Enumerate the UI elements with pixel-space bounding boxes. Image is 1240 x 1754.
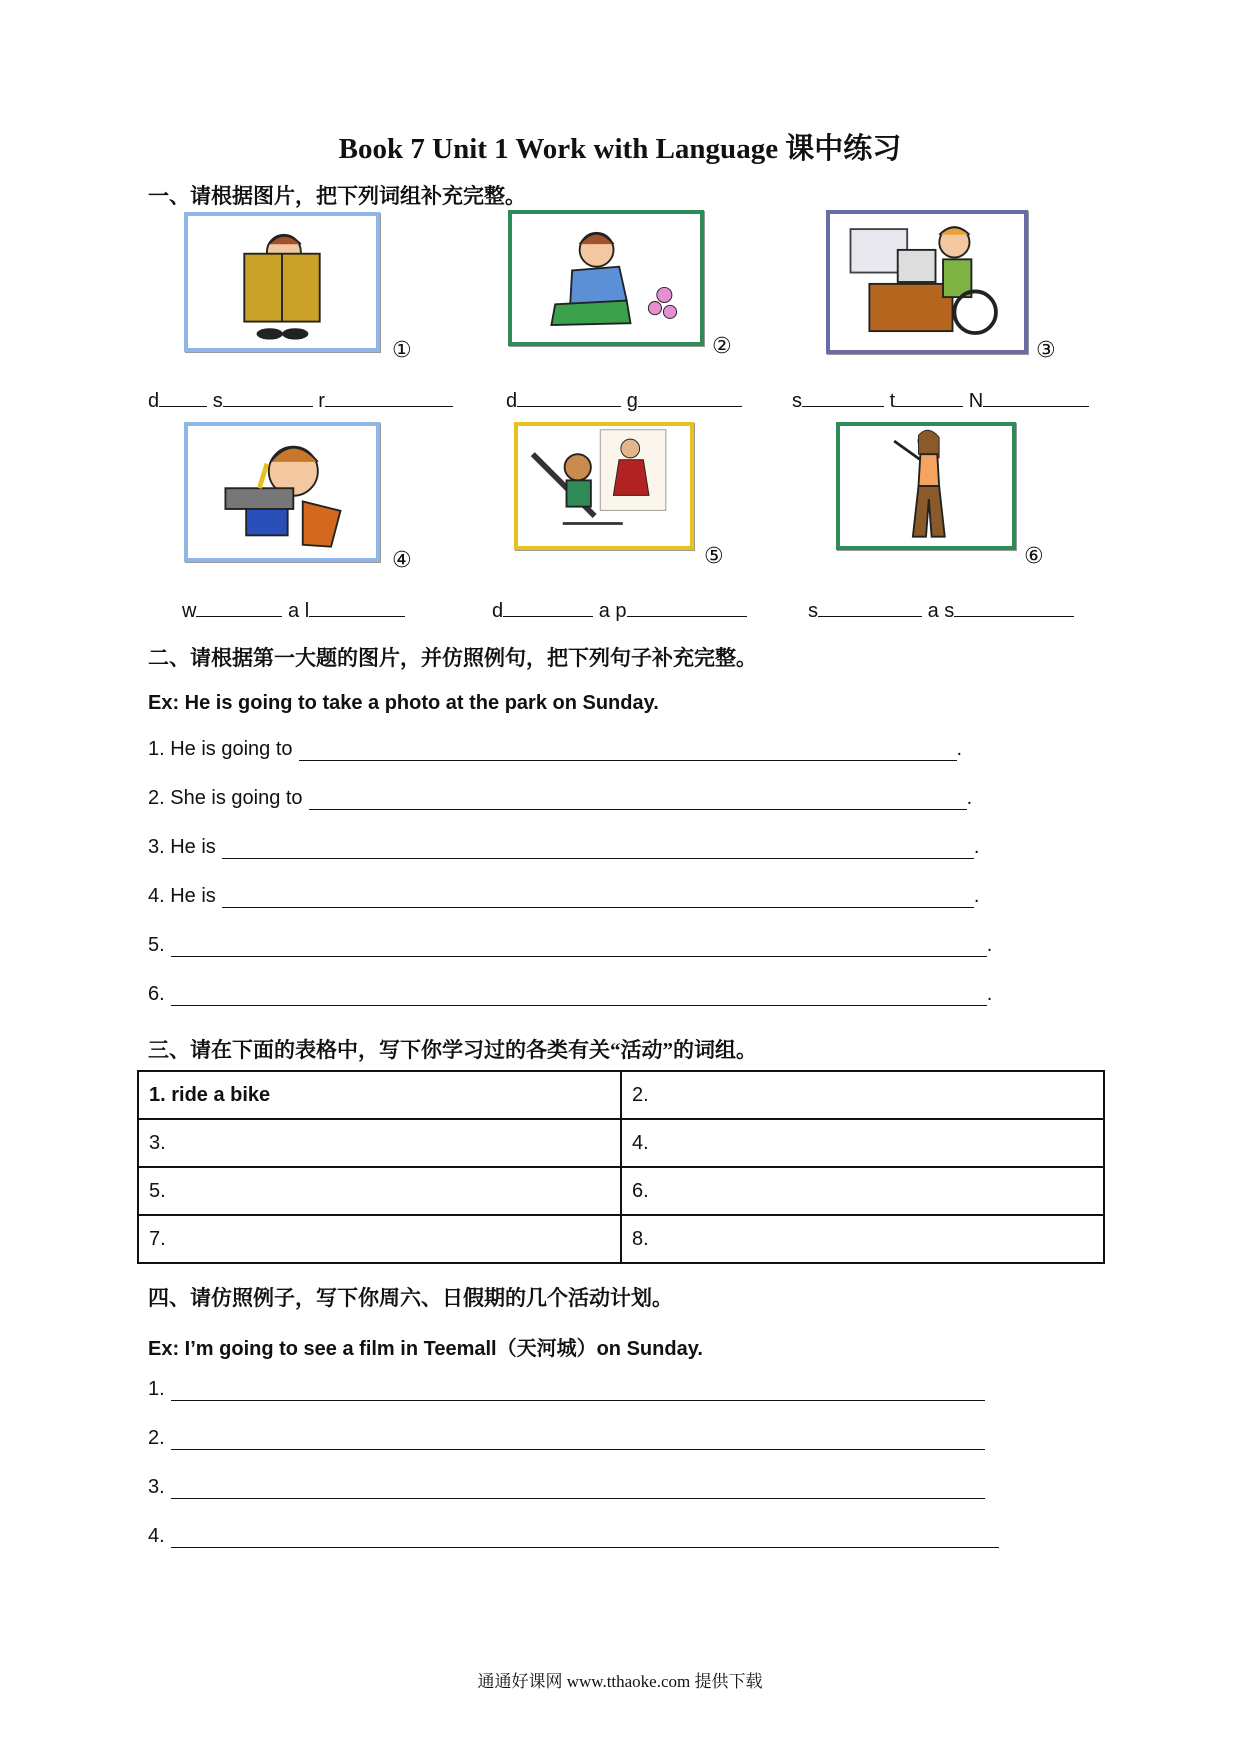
picture-number: ① xyxy=(392,338,412,363)
blank-line[interactable] xyxy=(503,596,593,617)
table-cell[interactable]: 5. xyxy=(138,1167,621,1215)
blank-line[interactable] xyxy=(638,386,742,407)
picture-2 xyxy=(508,210,704,346)
answer-line[interactable] xyxy=(171,934,987,957)
section2-heading: 二、请根据第一大题的图片，并仿照例句，把下列句子补充完整。 xyxy=(148,646,757,670)
plan-line-2: 2. xyxy=(148,1427,985,1450)
section2-example: Ex: He is going to take a photo at the park on Sunday. xyxy=(148,692,659,714)
gardening-woman-icon xyxy=(512,214,700,342)
section4-heading: 四、请仿照例子，写下你周六、日假期的几个活动计划。 xyxy=(148,1286,673,1310)
sentence-line-1: 1. He is going to . xyxy=(148,738,963,760)
word-blank-4: w a l xyxy=(182,596,405,623)
drawing-man-icon xyxy=(518,426,690,546)
sentence-line-6: 6. . xyxy=(148,983,993,1005)
table-cell[interactable]: 2. xyxy=(621,1071,1104,1119)
table-row xyxy=(138,1071,1104,1119)
picture-3 xyxy=(826,210,1028,354)
table-row xyxy=(138,1215,1104,1263)
answer-line[interactable] xyxy=(299,738,957,761)
picture-5 xyxy=(514,422,694,550)
footer: 通通好课网 www.tthaoke.com 提供下载 xyxy=(477,1672,763,1691)
plan-line-4: 4. xyxy=(148,1525,999,1548)
picture-number: ⑥ xyxy=(1024,544,1044,569)
plan-line-3: 3. xyxy=(148,1476,985,1499)
blank-line[interactable] xyxy=(223,386,313,407)
blank-line[interactable] xyxy=(818,596,922,617)
sentence-line-5: 5. . xyxy=(148,934,993,956)
sentence-line-3: 3. He is . xyxy=(148,836,980,858)
picture-number: ② xyxy=(712,334,732,359)
table-row xyxy=(138,1167,1104,1215)
reading-boy-icon xyxy=(188,216,376,348)
sentence-line-2: 2. She is going to . xyxy=(148,787,973,809)
table-cell[interactable]: 7. xyxy=(138,1215,621,1263)
answer-line[interactable] xyxy=(171,1378,985,1401)
blank-line[interactable] xyxy=(895,386,963,407)
picture-1 xyxy=(184,212,380,352)
sentence-line-4: 4. He is . xyxy=(148,885,980,907)
word-blank-1: d s r xyxy=(148,386,453,413)
picture-number: ⑤ xyxy=(704,544,724,569)
answer-line[interactable] xyxy=(309,787,967,810)
section1-heading: 一、请根据图片，把下列词组补充完整。 xyxy=(148,184,526,208)
blank-line[interactable] xyxy=(196,596,282,617)
blank-line[interactable] xyxy=(309,596,405,617)
table-cell[interactable]: 6. xyxy=(621,1167,1104,1215)
blank-line[interactable] xyxy=(159,386,207,407)
answer-line[interactable] xyxy=(171,983,987,1006)
table-cell[interactable]: 3. xyxy=(138,1119,621,1167)
section3-heading: 三、请在下面的表格中，写下你学习过的各类有关“活动”的词组。 xyxy=(148,1038,757,1062)
picture-6 xyxy=(836,422,1016,550)
answer-line[interactable] xyxy=(171,1525,999,1548)
table-row xyxy=(138,1119,1104,1167)
answer-line[interactable] xyxy=(171,1427,985,1450)
word-blank-3: s t N xyxy=(792,386,1089,413)
writing-boy-icon xyxy=(188,426,376,558)
blank-line[interactable] xyxy=(802,386,884,407)
computer-boy-icon xyxy=(830,214,1024,350)
blank-line[interactable] xyxy=(954,596,1074,617)
answer-line[interactable] xyxy=(171,1476,985,1499)
section4-example: Ex: I’m going to see a film in Teemall（天河城）on Sunday. xyxy=(148,1338,703,1360)
table-cell[interactable]: 8. xyxy=(621,1215,1104,1263)
page-title: Book 7 Unit 1 Work with Language 课中练习 xyxy=(338,133,902,165)
answer-line[interactable] xyxy=(222,885,974,908)
word-blank-5: d a p xyxy=(492,596,747,623)
answer-line[interactable] xyxy=(222,836,974,859)
activities-table xyxy=(137,1070,1105,1264)
picture-number: ③ xyxy=(1036,338,1056,363)
picture-4 xyxy=(184,422,380,562)
plan-line-1: 1. xyxy=(148,1378,985,1401)
table-cell: 1. ride a bike xyxy=(138,1071,621,1119)
singing-girl-icon xyxy=(840,426,1012,546)
word-blank-6: s a s xyxy=(808,596,1074,623)
blank-line[interactable] xyxy=(325,386,453,407)
table-cell[interactable]: 4. xyxy=(621,1119,1104,1167)
word-blank-2: d g xyxy=(506,386,742,413)
blank-line[interactable] xyxy=(627,596,747,617)
blank-line[interactable] xyxy=(983,386,1089,407)
blank-line[interactable] xyxy=(517,386,621,407)
picture-number: ④ xyxy=(392,548,412,573)
